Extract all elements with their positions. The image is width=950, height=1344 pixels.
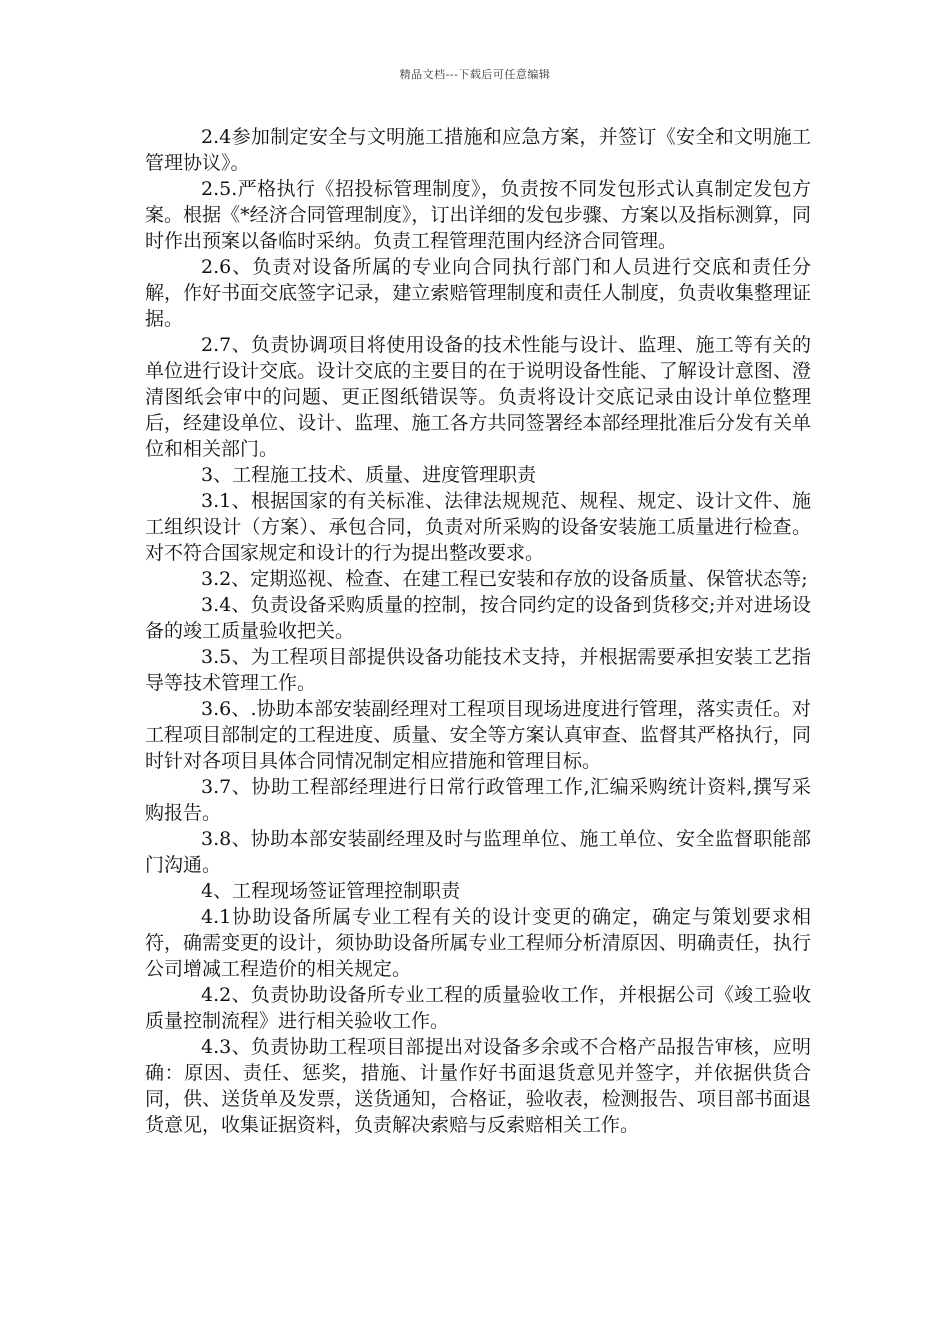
paragraph: 3.7、协助工程部经理进行日常行政管理工作,汇编采购统计资料,撰写采购报告。 <box>145 776 811 824</box>
document-body <box>145 124 811 1138</box>
paragraph: 4.1协助设备所属专业工程有关的设计变更的确定，确定与策划要求相符，确需变更的设计，须协助设备所属专业工程师分析清原因、明确责任，执行公司增减工程造价的相关规定。 <box>145 906 811 980</box>
paragraph: 4.2、负责协助设备所专业工程的质量验收工作，并根据公司《竣工验收质量控制流程》进行相关验收工作。 <box>145 984 811 1032</box>
paragraph: 3.5、为工程项目部提供设备功能技术支持，并根据需要承担安装工艺指导等技术管理工作。 <box>145 646 811 694</box>
paragraph: 3.1、根据国家的有关标准、法律法规规范、规程、规定、设计文件、施工组织设计（方案）、承包合同，负责对所采购的设备安装施工质量进行检查。对不符合国家规定和设计的行为提出整改要求。 <box>145 490 811 564</box>
section-heading: 4、工程现场签证管理控制职责 <box>201 880 461 902</box>
paragraph: 3.6、.协助本部安装副经理对工程项目现场进度进行管理，落实责任。对工程项目部制定的工程进度、质量、安全等方案认真审查、监督其严格执行，同时针对各项目具体合同情况制定相应措施和管理目标。 <box>145 698 811 772</box>
paragraph: 3.4、负责设备采购质量的控制，按合同约定的设备到货移交;并对进场设备的竣工质量验收把关。 <box>145 594 811 642</box>
paragraph: 2.7、负责协调项目将使用设备的技术性能与设计、监理、施工等有关的单位进行设计交底。设计交底的主要目的在于说明设备性能、了解设计意图、澄清图纸会审中的问题、更正图纸错误等。负责将设计交底记录由设计单位整理后，经建设单位、设计、监理、施工各方共同签署经本部经理批准后分发有关单位和相关部门。 <box>145 334 811 460</box>
paragraph: 4.3、负责协助工程项目部提出对设备多余或不合格产品报告审核，应明确：原因、责任、惩奖，措施、计量作好书面退货意见并签字，并依据供货合同，供、送货单及发票，送货通知，合格证，验收表，检测报告、项目部书面退货意见，收集证据资料，负责解决索赔与反索赔相关工作。 <box>145 1036 811 1136</box>
section-heading: 3、工程施工技术、质量、进度管理职责 <box>201 464 537 486</box>
paragraph: 3.2、定期巡视、检查、在建工程已安装和存放的设备质量、保管状态等; <box>201 568 808 590</box>
paragraph: 2.5.严格执行《招投标管理制度》，负责按不同发包形式认真制定发包方案。根据《*经济合同管理制度》，订出详细的发包步骤、方案以及指标测算，同时作出预案以备临时采纳。负责工程管理范围内经济合同管理。 <box>145 178 811 252</box>
page-header: 精品文档---下载后可任意编辑 <box>399 68 551 81</box>
paragraph: 3.8、协助本部安装副经理及时与监理单位、施工单位、安全监督职能部门沟通。 <box>145 828 811 876</box>
paragraph: 2.4参加制定安全与文明施工措施和应急方案，并签订《安全和文明施工管理协议》。 <box>145 126 811 174</box>
paragraph: 2.6、负责对设备所属的专业向合同执行部门和人员进行交底和责任分解，作好书面交底签字记录，建立索赔管理制度和责任人制度，负责收集整理证据。 <box>145 256 811 330</box>
